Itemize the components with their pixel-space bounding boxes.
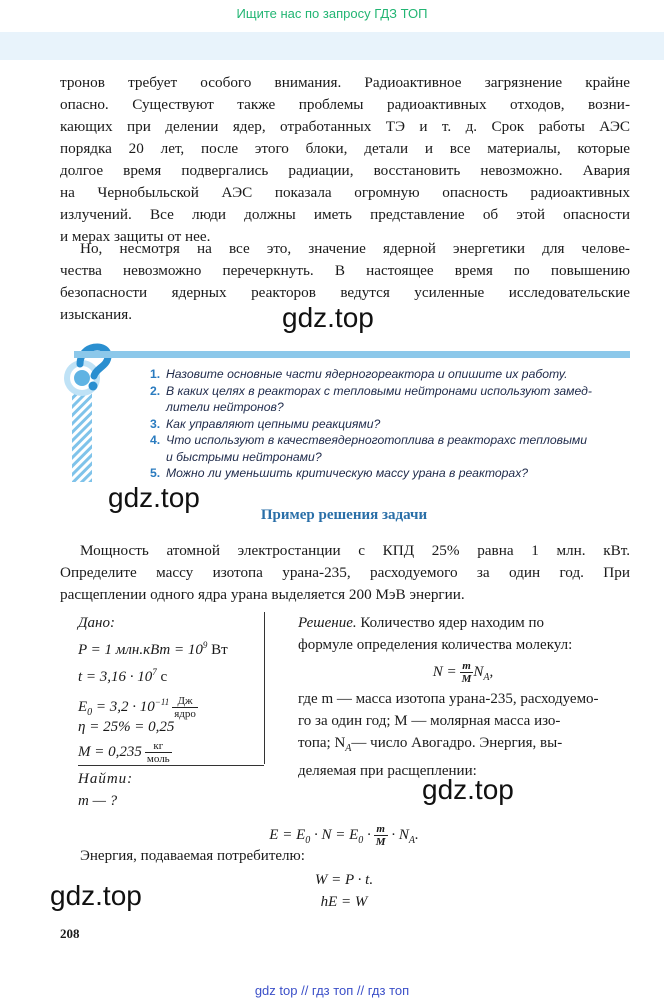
- eq-part: · N = E: [310, 827, 359, 843]
- text-line: долгое время подвергались радиации, восстановить невозможно. Авария: [60, 162, 630, 179]
- example-title: Пример решения задачи: [260, 507, 428, 523]
- eq-part: E = E: [269, 827, 306, 843]
- unit-denominator: ядро: [174, 708, 196, 721]
- unit-denominator: моль: [146, 753, 170, 766]
- given-power-unit: Вт: [207, 642, 228, 658]
- fraction-denominator: M: [461, 673, 472, 686]
- given-power-text: P = 1 млн.кВт = 10: [78, 642, 203, 658]
- text-line: на Чернобыльской АЭС показала огромную опасность радиоактивных: [60, 184, 630, 201]
- footer-links: gdz top // гдз топ // гдз топ: [254, 983, 410, 998]
- unit-numerator: Дж: [172, 695, 198, 708]
- paragraph-1: [60, 72, 630, 248]
- top-banner: Ищите нас по запросу ГДЗ ТОП: [236, 6, 428, 21]
- given-time-exp: 7: [152, 667, 157, 677]
- given-molar-mass-text: M = 0,235: [78, 744, 142, 760]
- given-label: Дано:: [78, 615, 115, 631]
- question-number: 2.: [150, 383, 161, 398]
- formula-n: [298, 656, 628, 688]
- consumer-label: Энергия, подаваемая потребителю:: [80, 848, 305, 864]
- given-energy: [78, 688, 263, 721]
- fraction-numerator: m: [460, 660, 474, 673]
- questions-bar: [74, 351, 630, 358]
- formula-end: ,: [489, 664, 494, 680]
- fraction-denominator: M: [375, 836, 386, 849]
- given-divider-vertical: [264, 612, 265, 764]
- efficiency-equation: hE = W: [320, 894, 368, 910]
- question-text: В каких целях в реакторах с тепловыми нейтронами используют замед-: [166, 383, 592, 398]
- energy-equation: [0, 820, 664, 850]
- watermark: gdz.top: [50, 880, 142, 911]
- unit-numerator: кг: [145, 740, 172, 753]
- text-line: деляемая при расщеплении:: [298, 763, 477, 779]
- given-block: [78, 612, 263, 766]
- formula-sub: A: [483, 672, 490, 683]
- text-line: безопасности ядерных реакторов ведутся усиленные исследовательские: [60, 284, 630, 301]
- text-line: го за один год; M — молярная масса изо-: [298, 713, 561, 729]
- solution-label: Решение.: [298, 615, 357, 631]
- fraction-numerator: m: [374, 823, 388, 836]
- question-number: 4.: [150, 433, 161, 447]
- header-band: [0, 32, 664, 60]
- formula-rhs: N: [473, 664, 484, 680]
- text-line: Количество ядер находим по: [356, 615, 544, 631]
- text-line: тронов требует особого внимания. Радиоактивное загрязнение крайне: [60, 74, 630, 91]
- text-line: излучений. Все люди должны иметь представление об этой опасности: [60, 206, 630, 223]
- given-energy-sub: 0: [87, 707, 93, 718]
- eq-fraction: [374, 823, 388, 848]
- given-time-unit: с: [156, 669, 168, 685]
- given-efficiency: η = 25% = 0,25: [78, 719, 175, 735]
- given-time: [78, 661, 263, 688]
- question-number: 5.: [150, 466, 161, 480]
- given-molar-mass-unit: [145, 740, 172, 765]
- page-number: 208: [60, 926, 80, 941]
- question-item: [150, 366, 640, 383]
- problem-statement: [60, 540, 630, 606]
- question-text: лители нейтронов?: [166, 400, 284, 414]
- watermark: gdz.top: [108, 482, 200, 513]
- question-item: [150, 383, 640, 416]
- text-part: — число Авогадро. Энергия, вы-: [351, 735, 563, 751]
- text-line: [298, 732, 628, 760]
- questions-list: [150, 366, 640, 482]
- text-line: чества невозможно перечеркнуть. В настоящее время по повышению: [60, 262, 630, 279]
- text-line: расщеплении одного ядра урана выделяется 200 МэВ энергии.: [60, 586, 465, 603]
- watermark: gdz.top: [422, 774, 514, 805]
- given-power-exp: 9: [202, 640, 208, 650]
- formula-lhs: N =: [432, 664, 457, 680]
- text-line: изыскания.: [60, 306, 132, 323]
- eq-part: ·: [363, 827, 371, 843]
- eq-part: · N: [387, 827, 409, 843]
- question-item: [150, 465, 640, 482]
- solution-block: [298, 612, 628, 782]
- given-energy-exp: −11: [154, 697, 170, 707]
- eq-part: .: [414, 827, 419, 843]
- find-block: [78, 768, 133, 812]
- text-line: и мерах защиты от нее.: [60, 228, 211, 245]
- given-molar-mass: [78, 738, 263, 766]
- question-text: Что используют в качествеядерноготоплива в реакторахс тепловыми: [166, 433, 588, 447]
- question-text: Можно ли уменьшить критическую массу урана в реакторах?: [166, 466, 529, 480]
- given-time-text: t = 3,16 · 10: [78, 669, 153, 685]
- given-energy-symbol: E: [78, 699, 88, 715]
- text-line: Мощность атомной электростанции с КПД 25% равна 1 млн. кВт.: [80, 542, 630, 559]
- question-text: Назовите основные части ядерногореактора и опишите их работу.: [166, 367, 568, 381]
- given-energy-text: = 3,2 · 10: [92, 699, 155, 715]
- find-label: Найти:: [78, 771, 134, 787]
- eq-sub: 0: [358, 835, 364, 846]
- text-sub: A: [345, 743, 352, 754]
- find-value: m — ?: [78, 793, 118, 809]
- text-line: формуле определения количества молекул:: [298, 637, 573, 653]
- eq-sub: A: [408, 835, 415, 846]
- question-text: и быстрыми нейтронами?: [166, 449, 322, 464]
- question-number: 1.: [150, 367, 161, 381]
- text-line: где m — масса изотопа урана-235, расходуемо-: [298, 691, 599, 707]
- text-line: Но, несмотря на все это, значение ядерной энергетики для челове-: [80, 240, 630, 257]
- text-line: Определите массу изотопа урана-235, расходуемого за один год. При: [60, 564, 630, 581]
- watermark: gdz.top: [282, 302, 374, 333]
- text-line: опасно. Существуют также проблемы радиоактивных отходов, возни-: [60, 96, 630, 113]
- given-energy-unit: [172, 695, 198, 720]
- solution-intro: [298, 612, 628, 634]
- given-power: [78, 634, 263, 661]
- text-part: топа; N: [298, 735, 346, 751]
- formula-fraction: [460, 660, 474, 685]
- text-line: кающих при делении ядер, отработанных ТЭ и т. д. Срок работы АЭС: [60, 118, 630, 135]
- question-number: 3.: [150, 416, 161, 431]
- text-line: порядка 20 лет, после этого блоки, детали и все материалы, которые: [60, 140, 630, 157]
- eq-sub: 0: [305, 835, 311, 846]
- power-equation: W = P · t.: [314, 872, 374, 888]
- question-item: [150, 416, 640, 433]
- question-item: [150, 432, 640, 465]
- given-divider-horizontal: [78, 765, 264, 766]
- question-text: Как управляют цепными реакциями?: [166, 416, 381, 431]
